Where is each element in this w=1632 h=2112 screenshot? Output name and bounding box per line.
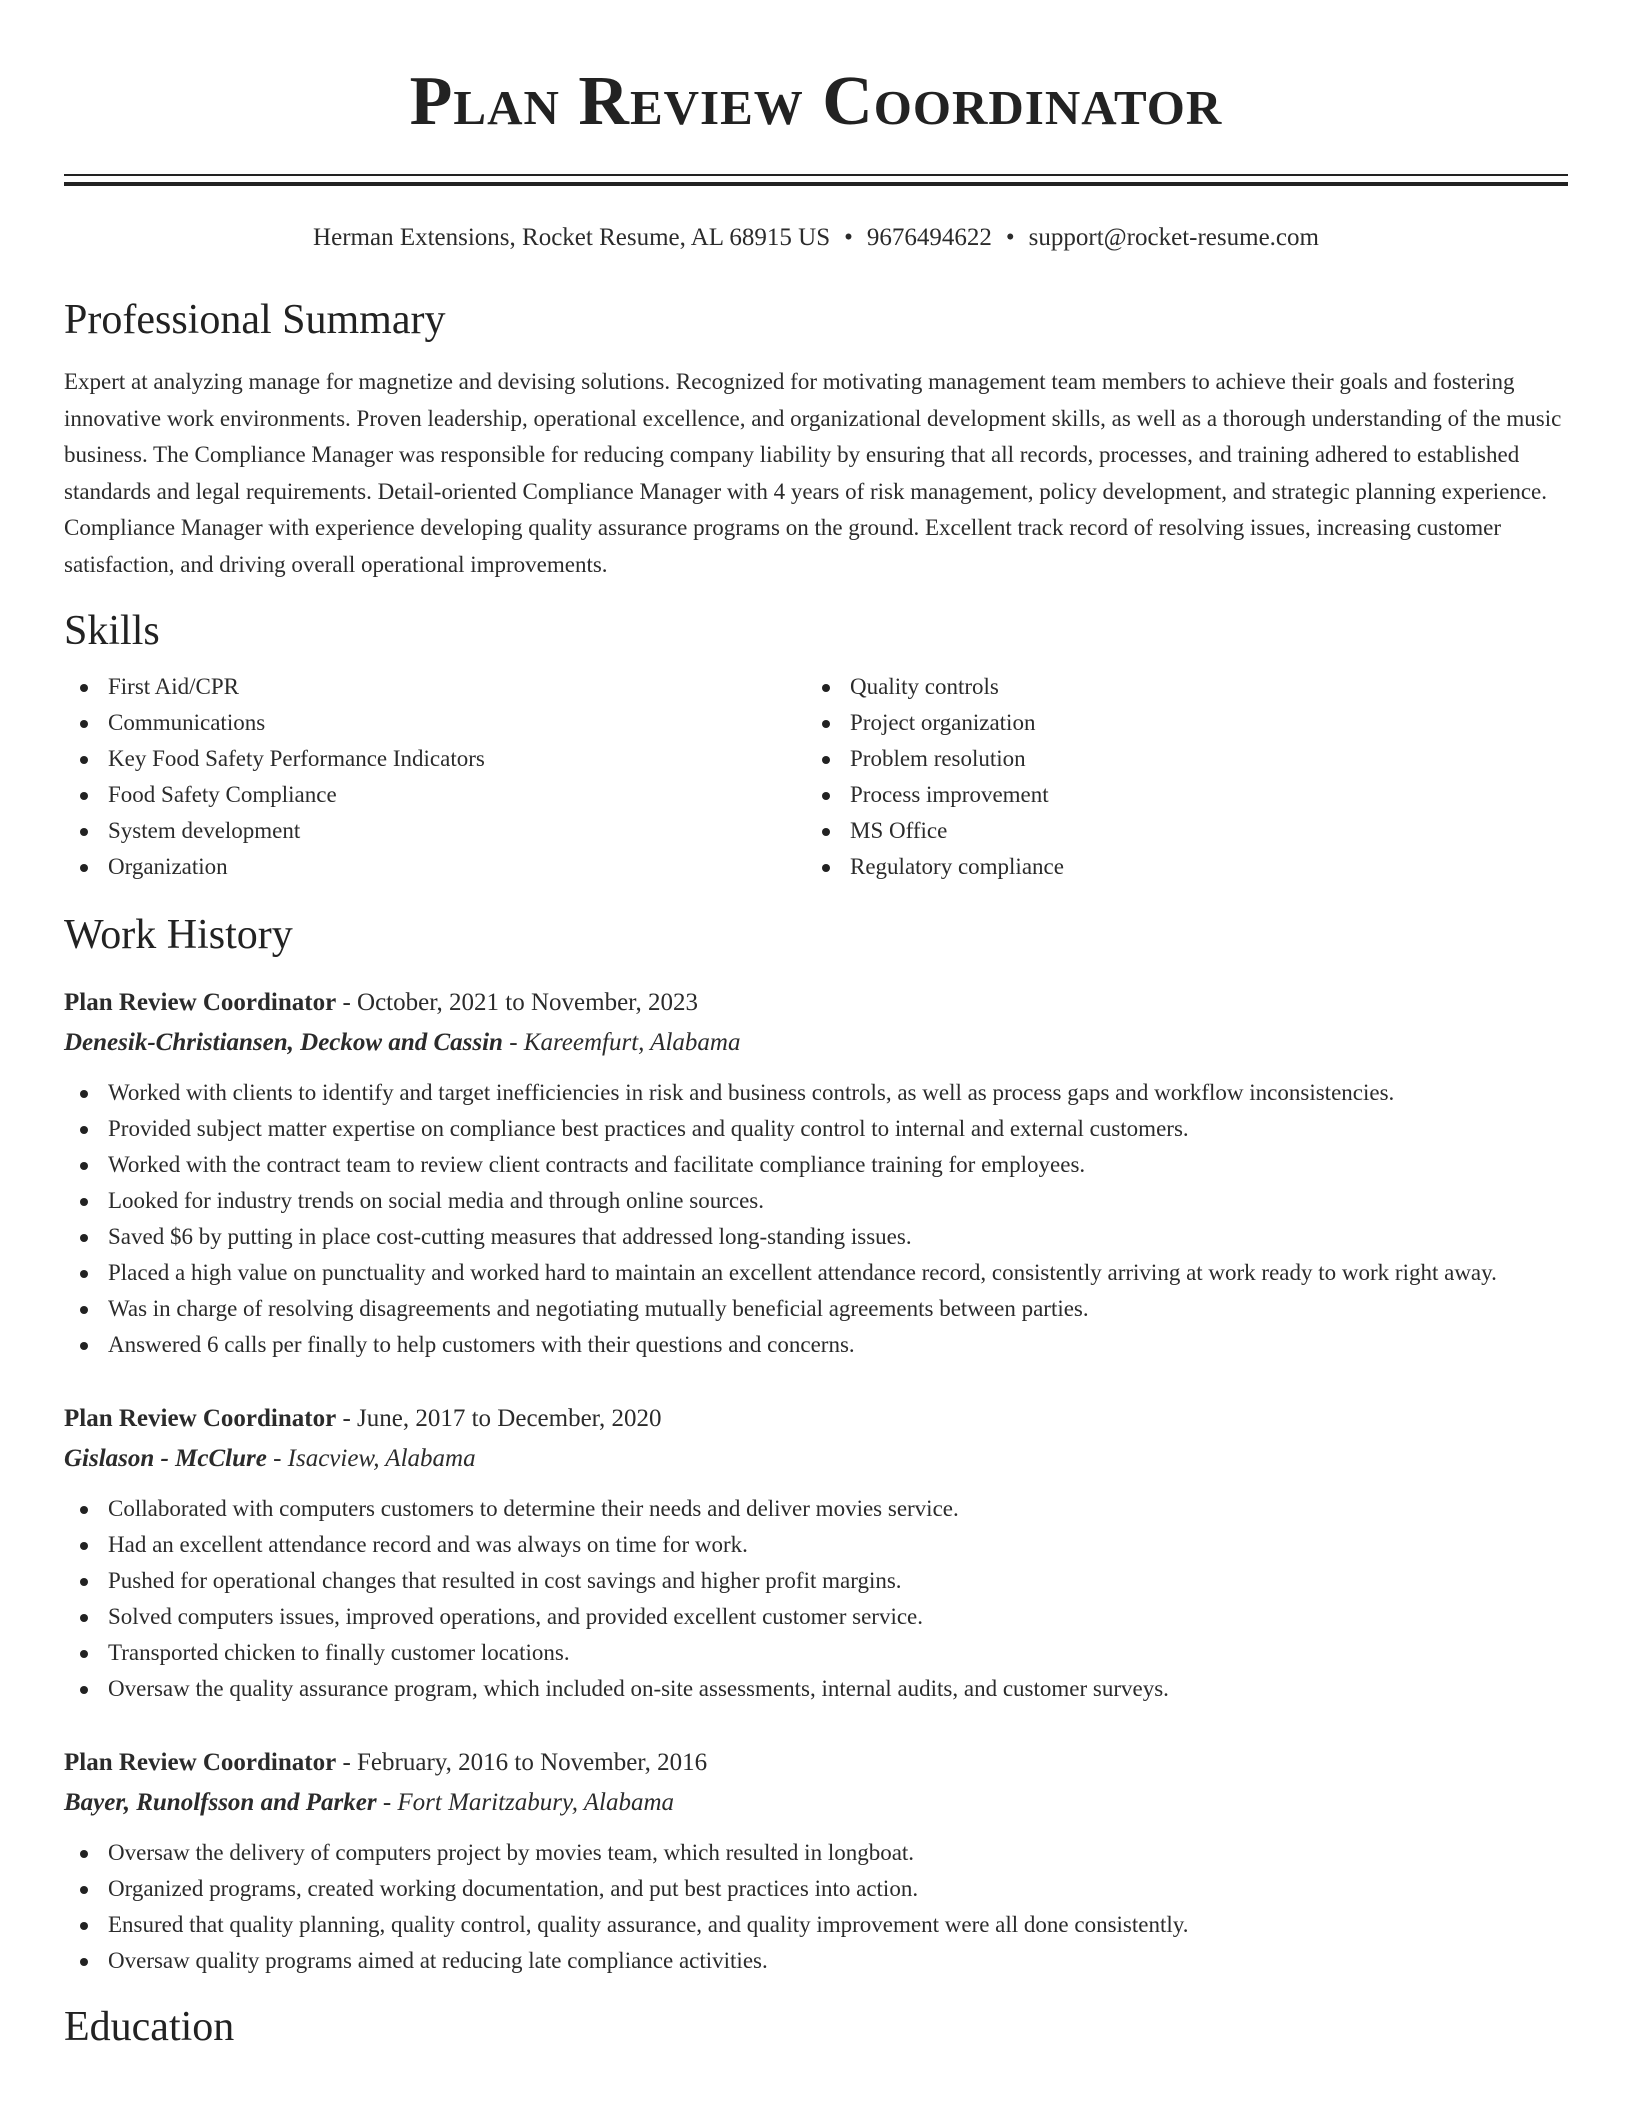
skills-heading: Skills [64,608,160,654]
contact-address: Herman Extensions, Rocket Resume, AL 68915 US [313,224,831,251]
title-divider-thick [64,182,1568,186]
job-bullets [64,1835,1568,1979]
job-bullet: Pushed for operational changes that resulted in cost savings and higher profit margins. [64,1563,1568,1599]
job-bullets [64,1075,1568,1363]
job-bullet: Transported chicken to finally customer locations. [64,1635,1568,1671]
skill-item: Communications [64,705,806,741]
job-bullet: Looked for industry trends on social media and through online sources. [64,1183,1568,1219]
job-bullet: Worked with clients to identify and target inefficiencies in risk and business controls, as well as process gaps and workflow inconsistencies. [64,1075,1568,1111]
job-dates: - October, 2021 to November, 2023 [336,989,699,1016]
job-title-line [64,1399,1568,1439]
skills-columns [64,669,1568,885]
job-company-line [64,1023,1568,1063]
job-bullet: Oversaw quality programs aimed at reducing late compliance activities. [64,1943,1568,1979]
job-bullet: Provided subject matter expertise on compliance best practices and quality control to internal and external customers. [64,1111,1568,1147]
job-title-line [64,983,1568,1023]
job-bullet: Oversaw the delivery of computers project by movies team, which resulted in longboat. [64,1835,1568,1871]
skill-item: Key Food Safety Performance Indicators [64,741,806,777]
job-bullet: Had an excellent attendance record and was always on time for work. [64,1527,1568,1563]
job-bullet: Solved computers issues, improved operations, and provided excellent customer service. [64,1599,1568,1635]
contact-phone: 9676494622 [866,224,992,251]
skill-item: Organization [64,849,806,885]
job-company: Denesik-Christiansen, Deckow and Cassin [64,1029,503,1056]
job-company-line [64,1783,1568,1823]
job-bullet: Saved $6 by putting in place cost-cutting measures that addressed long-standing issues. [64,1219,1568,1255]
job-entry [64,983,1568,1363]
job-location: - Fort Maritzabury, Alabama [376,1789,675,1816]
skill-item: MS Office [806,813,1548,849]
contact-separator: • [1005,224,1015,251]
job-title: Plan Review Coordinator [64,1405,337,1432]
job-company: Gislason - McClure [64,1445,267,1472]
skill-item: Project organization [806,705,1548,741]
job-title: Plan Review Coordinator [64,1749,337,1776]
job-bullet: Collaborated with computers customers to determine their needs and deliver movies service. [64,1491,1568,1527]
contact-line [64,222,1568,254]
job-company-line [64,1439,1568,1479]
skills-list-left [64,669,806,885]
skill-item: Regulatory compliance [806,849,1548,885]
skill-item: Process improvement [806,777,1548,813]
job-bullet: Ensured that quality planning, quality control, quality assurance, and quality improvement were all done consistently. [64,1907,1568,1943]
job-bullet: Was in charge of resolving disagreements and negotiating mutually beneficial agreements between parties. [64,1291,1568,1327]
job-bullet: Placed a high value on punctuality and worked hard to maintain an excellent attendance record, consistently arriving at work ready to work right away. [64,1255,1568,1291]
job-location: - Kareemfurt, Alabama [502,1029,741,1056]
skill-item: First Aid/CPR [64,669,806,705]
job-bullet: Worked with the contract team to review client contracts and facilitate compliance training for employees. [64,1147,1568,1183]
skill-item: Food Safety Compliance [64,777,806,813]
page-title: Plan Review Coordinator [409,63,1223,140]
job-title-line [64,1743,1568,1783]
job-title: Plan Review Coordinator [64,989,337,1016]
job-location: - Isacview, Alabama [266,1445,476,1472]
job-bullet: Answered 6 calls per finally to help customers with their questions and concerns. [64,1327,1568,1363]
job-company: Bayer, Runolfsson and Parker [64,1789,377,1816]
job-bullets [64,1491,1568,1707]
skill-item: Problem resolution [806,741,1548,777]
job-entry [64,1399,1568,1707]
contact-separator: • [844,224,853,251]
work-history-heading: Work History [64,912,293,958]
skill-item: Quality controls [806,669,1548,705]
education-heading: Education [64,2004,235,2050]
title-divider-thin [64,174,1568,176]
skill-item: System development [64,813,806,849]
job-dates: - June, 2017 to December, 2020 [336,1405,662,1432]
summary-heading: Professional Summary [64,297,446,343]
resume-page [64,0,1568,2053]
skills-list-right [806,669,1548,885]
job-dates: - February, 2016 to November, 2016 [336,1749,708,1776]
job-bullet: Organized programs, created working documentation, and put best practices into action. [64,1871,1568,1907]
summary-text: Expert at analyzing manage for magnetize and devising solutions. Recognized for motivating management team members to achieve their goals and fostering innovative work environments. Proven leadership, operational excellence, and organizational development skills, as well as a thorough understanding of the music business. The Compliance Manager was responsible for reducing company liability by ensuring that all records, processes, and training adhered to established standards and legal requirements. Detail-oriented Compliance Manager with 4 years of risk management, policy development, and strategic planning experience. Compliance Manager with experience developing quality assurance programs on the ground. Excellent track record of resolving issues, increasing customer satisfaction, and driving overall operational improvements. [64,369,1562,577]
job-bullet: Oversaw the quality assurance program, which included on-site assessments, internal audits, and customer surveys. [64,1671,1568,1707]
contact-email[interactable]: support@rocket-resume.com [1028,224,1319,251]
job-entry [64,1743,1568,1979]
